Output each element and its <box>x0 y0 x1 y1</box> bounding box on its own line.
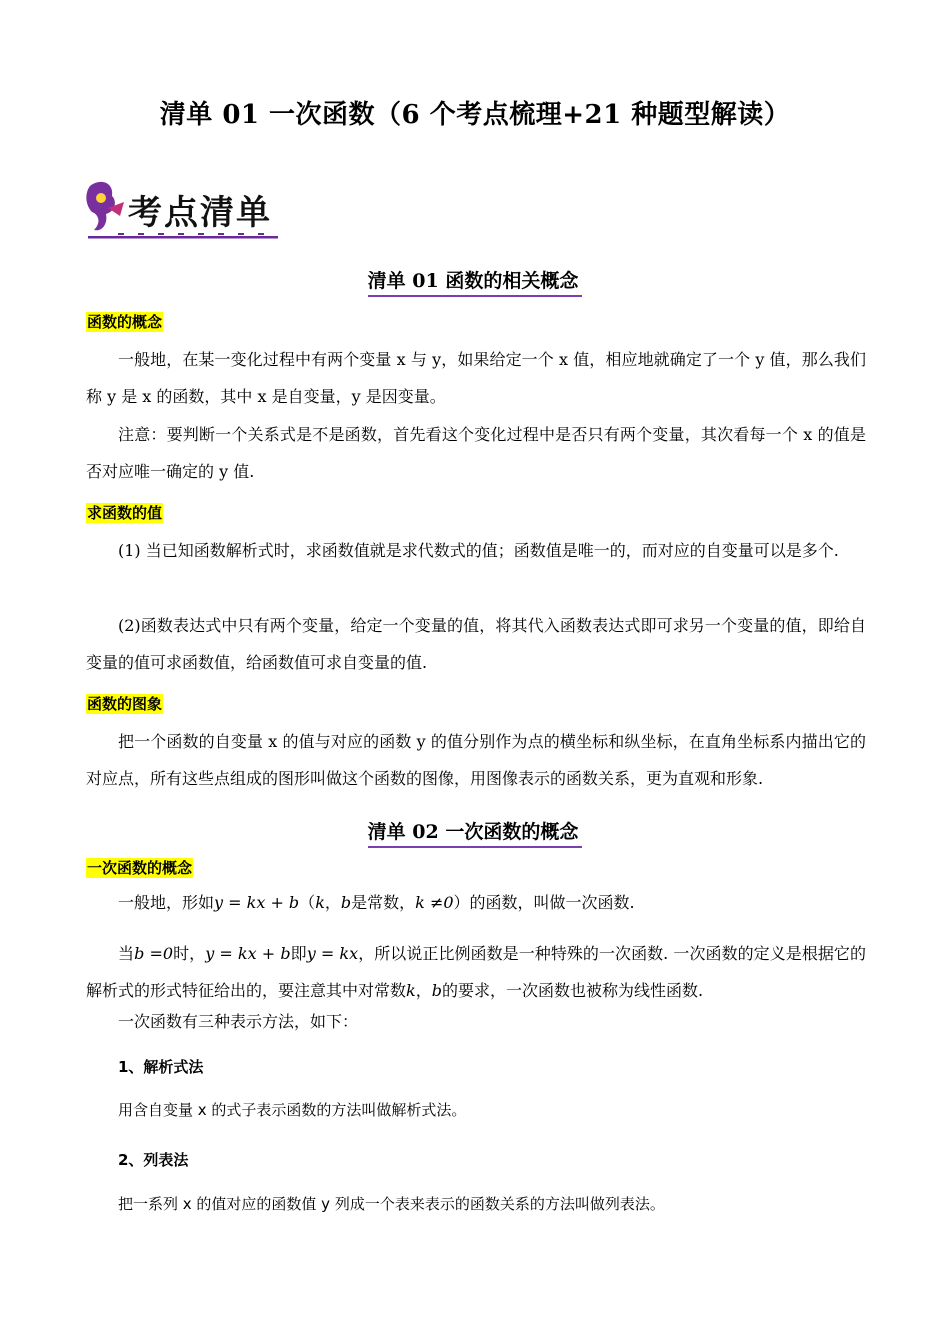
paragraph-function-graph: 把一个函数的自变量 x 的值与对应的函数 y 的值分别作为点的横坐标和纵坐标，在直角坐标系内描出它的对应点，所有这些点组成的图形叫做这个函数的图像，用图像表示的函数关系，更为直观和形象. <box>86 732 866 788</box>
label-function-concept: 函数的概念 <box>87 313 163 331</box>
paragraph-linear-definition: 一般地，形如y = kx + b（k，b是常数，k ≠0）的函数，叫做一次函数. <box>118 893 635 912</box>
method-2-title: 2、列表法 <box>118 1151 189 1169</box>
paragraph-linear-special: 当b =0时，y = kx + b即y = kx，所以说正比例函数是一种特殊的一次函数. 一次函数的定义是根据它的解析式的形式特征给出的，要注意其中对常数k，b的要求，一次函数也被称为线性函数. <box>86 944 866 1000</box>
label-function-graph: 函数的图象 <box>87 695 163 713</box>
paragraph-function-concept: 一般地，在某一变化过程中有两个变量 x 与 y，如果给定一个 x 值，相应地就确定了一个 y 值，那么我们称 y 是 x 的函数，其中 x 是自变量，y 是因变量。 <box>86 350 866 406</box>
formula-ykxb: y = kx + b <box>214 893 300 912</box>
paragraph-function-note: 注意：要判断一个关系式是不是函数，首先看这个变化过程中是否只有两个变量，其次看每一个 x 的值是否对应唯一确定的 y 值. <box>86 425 866 481</box>
page-title: 清单 01 一次函数（6 个考点梳理+21 种题型解读） <box>159 100 791 130</box>
label-linear-function-concept: 一次函数的概念 <box>87 859 193 877</box>
paragraph-three-methods: 一次函数有三种表示方法，如下： <box>118 1012 359 1031</box>
badge-text: 考点清单 <box>128 193 272 233</box>
method-1-title: 1、解析式法 <box>118 1058 204 1076</box>
paragraph-function-value-1: (1) 当已知函数解析式时，求函数值就是求代数式的值；函数值是唯一的，而对应的自变量可以是多个. <box>118 541 839 560</box>
section-heading-2: 清单 02 一次函数的概念 <box>0 817 950 848</box>
label-function-value: 求函数的值 <box>87 504 163 522</box>
formula-k-neq-0: k ≠0 <box>415 893 454 912</box>
formula-ykxb-2: y = kx + b <box>205 944 291 963</box>
paragraph-function-value-2: (2)函数表达式中只有两个变量，给定一个变量的值，将其代入函数表达式即可求另一个变量的值，即给自变量的值可求函数值，给函数值可求自变量的值. <box>86 616 866 672</box>
method-1-desc: 用含自变量 x 的式子表示函数的方法叫做解析式法。 <box>118 1101 467 1119</box>
formula-ykx: y = kx <box>306 944 359 963</box>
section-heading-1: 清单 01 函数的相关概念 <box>0 266 950 297</box>
kaodian-badge-icon <box>84 178 284 242</box>
method-2-desc: 把一系列 x 的值对应的函数值 y 列成一个表来表示的函数关系的方法叫做列表法。 <box>118 1195 665 1213</box>
